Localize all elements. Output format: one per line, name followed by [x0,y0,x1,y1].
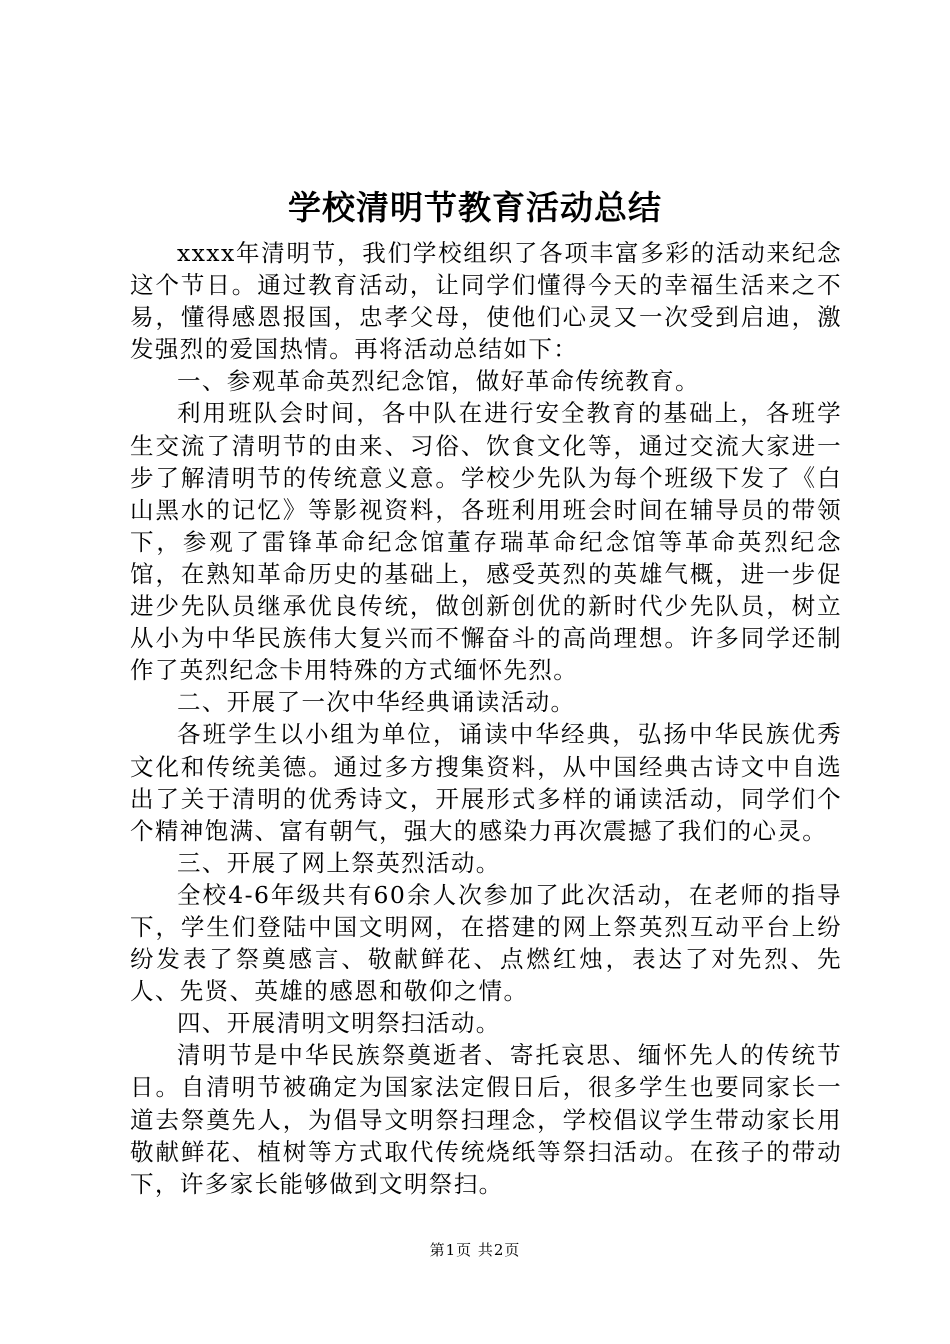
section-heading-2: 二、开展了一次中华经典诵读活动。 [177,688,576,717]
section-heading-4: 四、开展清明文明祭扫活动。 [177,1009,501,1038]
section-heading-3: 三、开展了网上祭英烈活动。 [177,848,501,877]
page-footer: 第1页 共2页 [429,1241,521,1259]
document-body [130,237,842,1200]
paragraph-section-3: 全校4-6年级共有60余人次参加了此次活动，在老师的指导下，学生们登陆中国文明网，在搭建的网上祭英烈互动平台上纷纷发表了祭奠感言、敬献鲜花、点燃红烛，表达了对先烈、先人、先贤、英雄的感恩和敬仰之情。 [130,880,842,1006]
section-heading-1: 一、参观革命英烈纪念馆，做好革命传统教育。 [177,367,700,396]
paragraph-section-2: 各班学生以小组为单位，诵读中华经典，弘扬中华民族优秀文化和传统美德。通过多方搜集资料，从中国经典古诗文中自选出了关于清明的优秀诗文，开展形式多样的诵读活动，同学们个个精神饱满、富有朝气，强大的感染力再次震撼了我们的心灵。 [130,720,842,845]
paragraph-section-4: 清明节是中华民族祭奠逝者、寄托哀思、缅怀先人的传统节日。自清明节被确定为国家法定假日后，很多学生也要同家长一道去祭奠先人，为倡导文明祭扫理念，学校倡议学生带动家长用敬献鲜花、植树等方式取代传统烧纸等祭扫活动。在孩子的带动下，许多家长能够做到文明祭扫。 [130,1041,842,1198]
paragraph-intro: xxxx年清明节，我们学校组织了各项丰富多彩的活动来纪念这个节日。通过教育活动，让同学们懂得今天的幸福生活来之不易，懂得感恩报国，忠孝父母，使他们心灵又一次受到启迪，激发强烈的爱国热情。再将活动总结如下： [130,239,842,364]
paragraph-section-1: 利用班队会时间，各中队在进行安全教育的基础上，各班学生交流了清明节的由来、习俗、饮食文化等，通过交流大家进一步了解清明节的传统意义意。学校少先队为每个班级下发了《白山黑水的记忆》等影视资料，各班利用班会时间在辅导员的带领下，参观了雷锋革命纪念馆董存瑞革命纪念馆等革命英烈纪念馆，在熟知革命历史的基础上，感受英烈的英雄气概，进一步促进少先队员继承优良传统，做创新创优的新时代少先队员，树立从小为中华民族伟大复兴而不懈奋斗的高尚理想。许多同学还制作了英烈纪念卡用特殊的方式缅怀先烈。 [130,399,842,685]
document-title: 学校清明节教育活动总结 [288,188,662,227]
